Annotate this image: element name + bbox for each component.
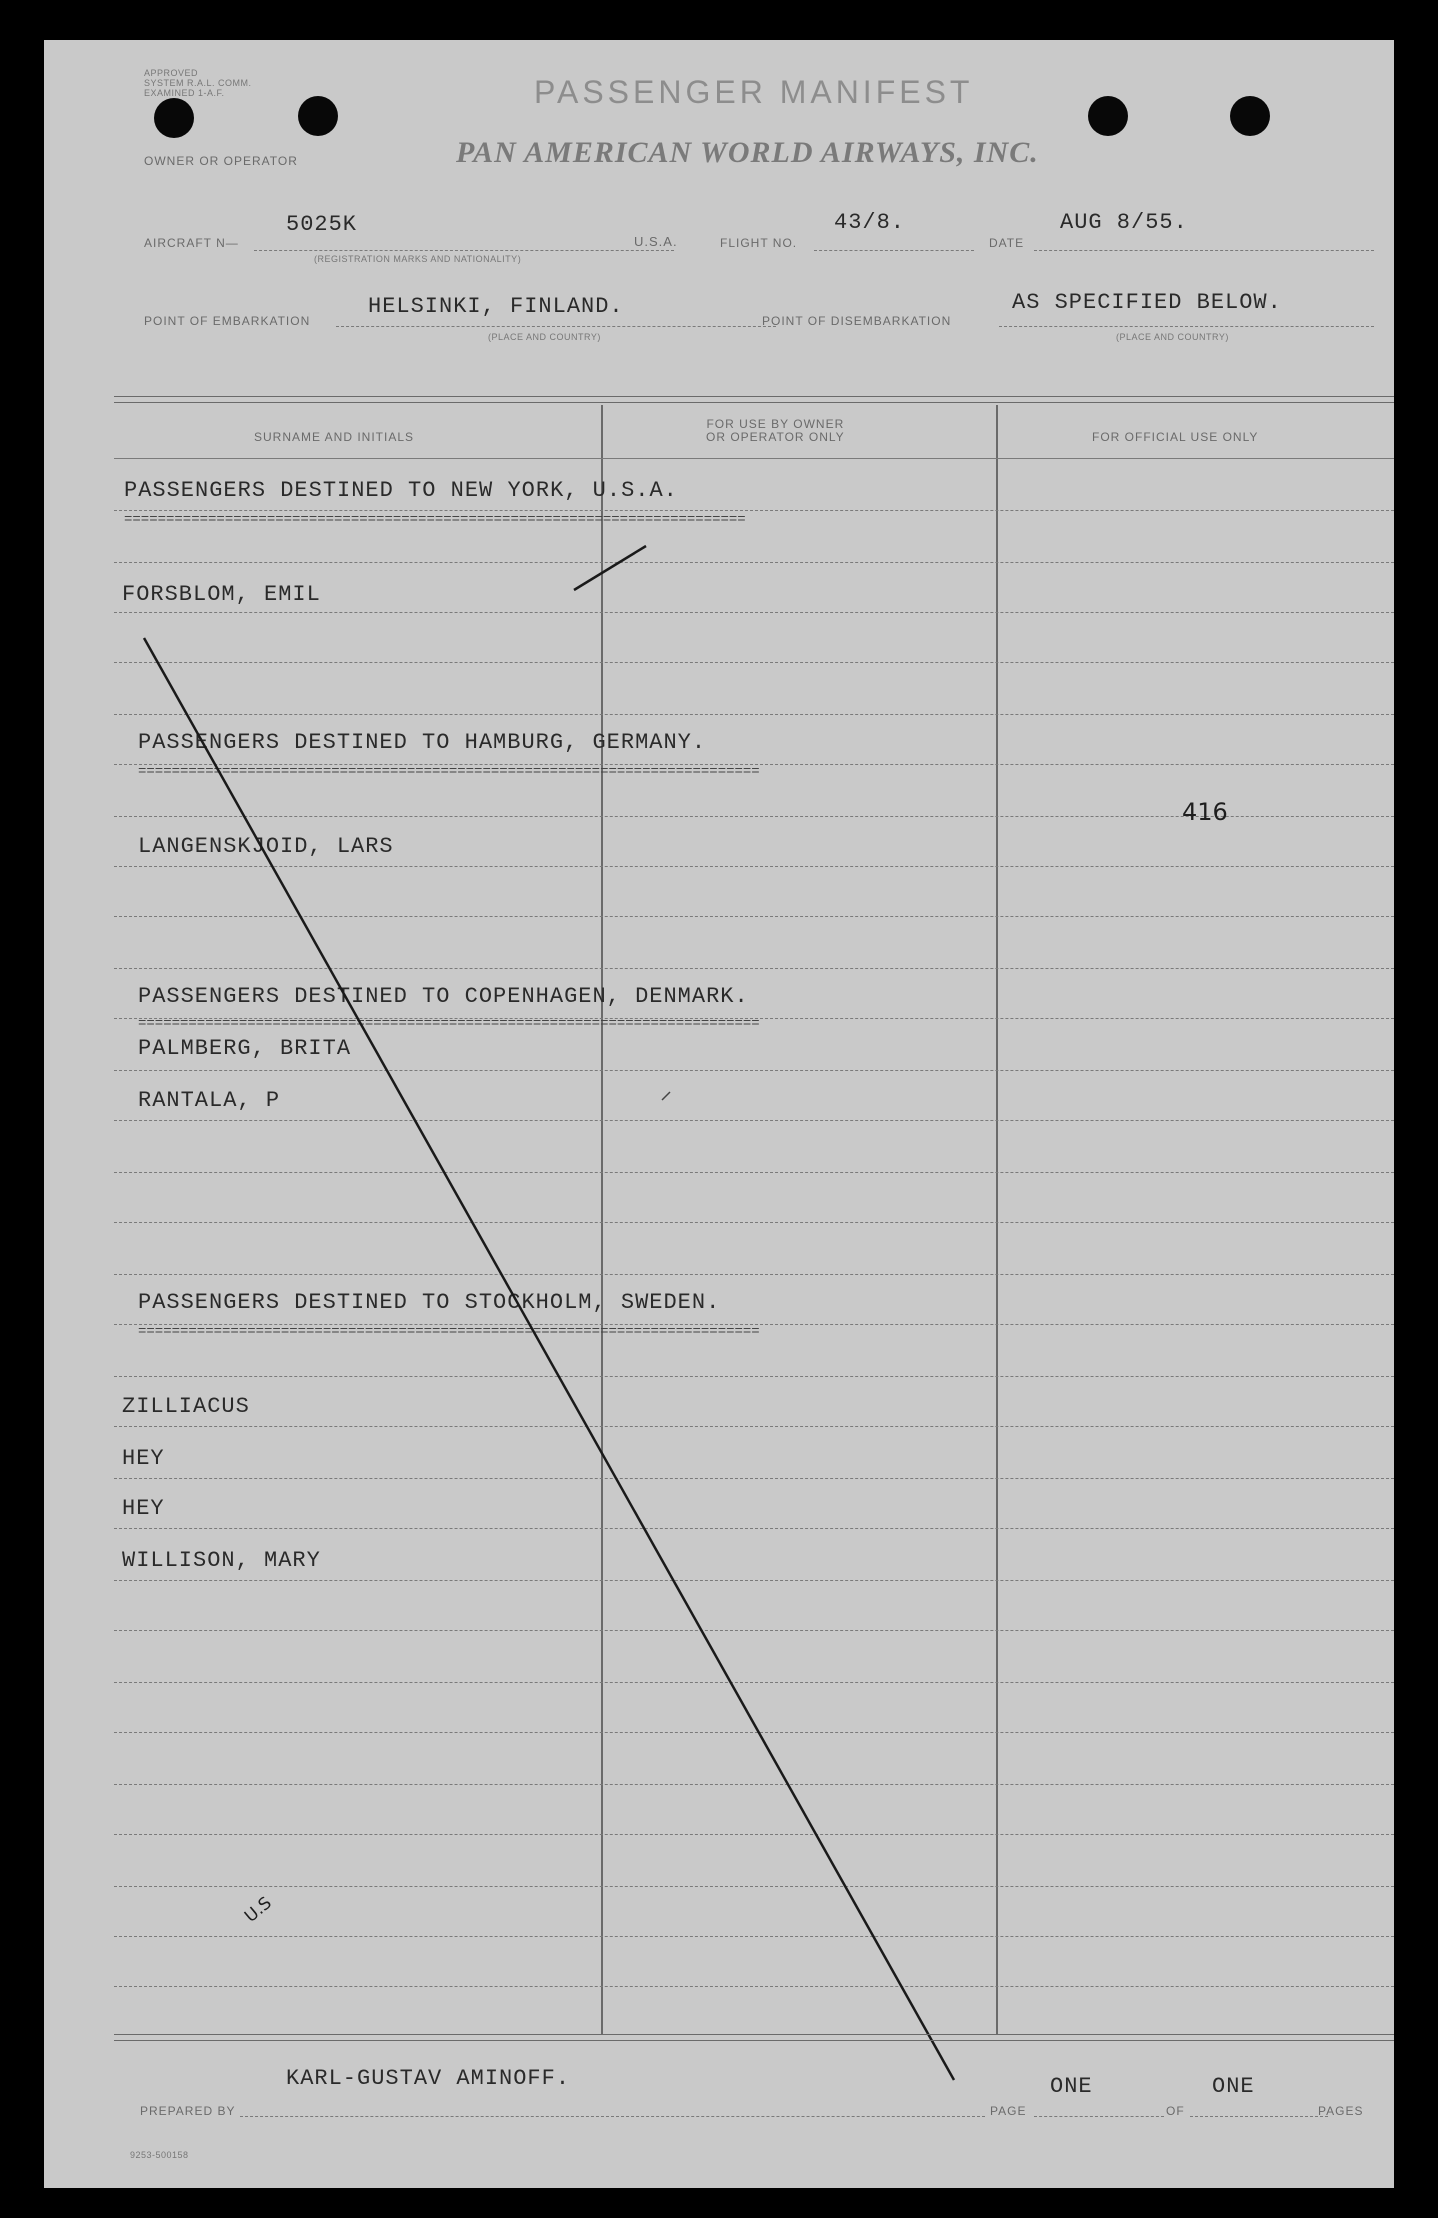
aircraft-label: AIRCRAFT N— <box>144 236 239 250</box>
page-line <box>1034 2116 1164 2117</box>
passenger-name: PALMBERG, BRITA <box>138 1036 352 1061</box>
disembark-caption: (PLACE AND COUNTRY) <box>1116 332 1229 342</box>
usa-label: U.S.A. <box>634 234 678 249</box>
heading-underline: ========================================================================== <box>124 512 746 528</box>
date-value: AUG 8/55. <box>1060 210 1188 235</box>
prepared-line <box>240 2116 985 2117</box>
approval-stamp: APPROVED SYSTEM R.A.L. COMM. EXAMINED 1-A.F. <box>144 68 252 98</box>
destination-heading: PASSENGERS DESTINED TO HAMBURG, GERMANY. <box>138 730 707 755</box>
page-title: PASSENGER MANIFEST <box>534 74 974 110</box>
embark-label: POINT OF EMBARKATION <box>144 314 311 328</box>
of-line <box>1190 2116 1328 2117</box>
destination-heading: PASSENGERS DESTINED TO COPENHAGEN, DENMARK. <box>138 984 749 1009</box>
cross-out-stroke <box>44 40 1394 2188</box>
operator-name: PAN AMERICAN WORLD AIRWAYS, INC. <box>456 136 1039 169</box>
pages-label: PAGES <box>1318 2104 1364 2118</box>
heading-underline: ========================================================================== <box>138 764 760 780</box>
passenger-name: HEY <box>122 1446 165 1471</box>
page-label: PAGE <box>990 2104 1027 2118</box>
flight-label: FLIGHT NO. <box>720 236 798 250</box>
destination-heading: PASSENGERS DESTINED TO NEW YORK, U.S.A. <box>124 478 678 503</box>
passenger-name: LANGENSKJOID, LARS <box>138 834 394 859</box>
col-official-header: FOR OFFICIAL USE ONLY <box>1092 430 1259 444</box>
prepared-label: PREPARED BY <box>140 2104 236 2118</box>
embark-caption: (PLACE AND COUNTRY) <box>488 332 601 342</box>
embark-value: HELSINKI, FINLAND. <box>368 294 624 319</box>
form-number: 9253-500158 <box>130 2150 189 2160</box>
destination-heading: PASSENGERS DESTINED TO STOCKHOLM, SWEDEN. <box>138 1290 721 1315</box>
of-label: OF <box>1166 2104 1185 2118</box>
passenger-name: ZILLIACUS <box>122 1394 250 1419</box>
page-value: ONE <box>1050 2074 1093 2099</box>
col-owner-header: FOR USE BY OWNER OR OPERATOR ONLY <box>706 417 845 444</box>
table-bottom-rule <box>114 2034 1394 2041</box>
passenger-name: HEY <box>122 1496 165 1521</box>
aircraft-value: 5025K <box>286 212 358 237</box>
aircraft-caption: (REGISTRATION MARKS AND NATIONALITY) <box>314 254 522 264</box>
manifest-sheet <box>44 40 1394 2188</box>
col-surname-header: SURNAME AND INITIALS <box>254 430 415 444</box>
disembark-value: AS SPECIFIED BELOW. <box>1012 290 1282 315</box>
date-label: DATE <box>989 236 1025 250</box>
passenger-name: FORSBLOM, EMIL <box>122 582 321 607</box>
us-mark: U.S <box>240 1893 276 1927</box>
owner-label: OWNER OR OPERATOR <box>144 154 298 168</box>
passenger-name: WILLISON, MARY <box>122 1548 321 1573</box>
heading-underline: ========================================================================== <box>138 1324 760 1340</box>
heading-underline: ========================================================================== <box>138 1016 760 1032</box>
official-number: 416 <box>1182 798 1228 826</box>
disembark-label: POINT OF DISEMBARKATION <box>762 314 952 328</box>
flight-value: 43/8. <box>834 210 906 235</box>
prepared-by-value: KARL-GUSTAV AMINOFF. <box>286 2066 571 2091</box>
of-pages-value: ONE <box>1212 2074 1255 2099</box>
passenger-name: RANTALA, P <box>138 1088 281 1113</box>
